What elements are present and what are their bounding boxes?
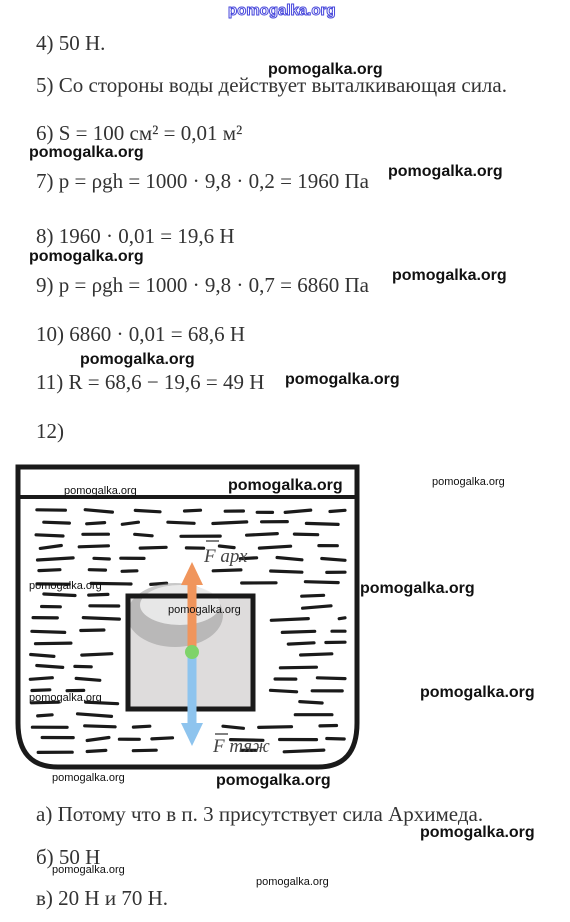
watermark-top[interactable]: pomogalka.org (228, 2, 336, 19)
water-dash (306, 523, 338, 524)
water-dash (288, 643, 314, 644)
water-dash (133, 750, 156, 751)
watermark[interactable]: pomogalka.org (420, 824, 535, 841)
solution-line-9: 9) p = ρgh = 1000 · 9,8 · 0,7 = 6860 Па (36, 273, 369, 297)
solution-line-10: 10) 6860 · 0,01 = 68,6 Н (36, 322, 245, 346)
water-dash (317, 678, 345, 679)
watermark[interactable]: pomogalka.org (216, 772, 331, 789)
water-dash (330, 510, 345, 511)
water-dash (31, 655, 54, 657)
water-dash (38, 715, 52, 716)
watermark[interactable]: pomogalka.org (52, 864, 125, 876)
water-dash (301, 654, 332, 655)
water-dash (135, 534, 152, 536)
water-dash (339, 618, 345, 619)
water-dash (259, 546, 290, 548)
water-dash (32, 690, 50, 691)
water-dash (213, 570, 241, 571)
water-dash (37, 666, 63, 668)
watermark[interactable]: pomogalka.org (29, 580, 102, 592)
answer-b: б) 50 Н (36, 845, 101, 869)
water-dash (140, 547, 166, 548)
water-dash (168, 522, 194, 523)
water-dash (87, 750, 106, 751)
water-dash (133, 726, 149, 727)
solution-line-12: 12) (36, 419, 64, 443)
solution-line-11: 11) R = 68,6 − 19,6 = 49 Н (36, 370, 265, 394)
water-dash (87, 523, 105, 524)
water-dash (89, 594, 108, 595)
answer-a: а) Потому что в п. 3 присутствует сила Архимеда. (36, 802, 484, 826)
water-dash (247, 534, 278, 536)
answer-c: в) 20 Н и 70 Н. (36, 886, 168, 910)
watermark[interactable]: pomogalka.org (52, 772, 125, 784)
water-dash (305, 582, 338, 583)
watermark[interactable]: pomogalka.org (29, 248, 144, 265)
water-dash (284, 750, 324, 752)
vessel-diagram (0, 455, 570, 795)
water-dash (282, 631, 314, 632)
water-dash (82, 654, 112, 655)
solution-line-8: 8) 1960 · 0,01 = 19,6 Н (36, 224, 235, 248)
solution-line-7: 7) p = ρgh = 1000 · 9,8 · 0,2 = 1960 Па (36, 169, 369, 193)
watermark[interactable]: pomogalka.org (268, 61, 383, 78)
water-dash (302, 595, 324, 596)
water-dash (32, 631, 65, 632)
watermark[interactable]: pomogalka.org (256, 876, 329, 888)
water-dash (122, 522, 138, 524)
water-dash (271, 571, 302, 572)
water-dash (38, 558, 74, 560)
water-dash (271, 619, 308, 621)
water-dash (280, 667, 316, 668)
water-dash (94, 558, 109, 559)
water-dash (85, 726, 115, 727)
water-dash (83, 618, 119, 620)
water-dash (223, 726, 243, 728)
water-dash (271, 690, 297, 692)
water-dash (39, 570, 60, 571)
water-dash (122, 571, 137, 572)
water-dash (36, 643, 71, 644)
watermark[interactable]: pomogalka.org (29, 144, 144, 161)
gravity-force-label: F тяж (213, 736, 270, 757)
watermark[interactable]: pomogalka.org (80, 351, 195, 368)
water-dash (135, 510, 160, 511)
watermark[interactable]: pomogalka.org (228, 477, 343, 494)
watermark[interactable]: pomogalka.org (64, 485, 137, 497)
solution-line-6: 6) S = 100 см² = 0,01 м² (36, 121, 243, 145)
water-dash (300, 702, 322, 703)
water-dash (44, 522, 70, 523)
water-dash (30, 678, 52, 680)
water-dash (76, 678, 100, 680)
water-dash (259, 727, 292, 728)
water-dash (152, 738, 173, 739)
archimedes-force-label: F арх (204, 546, 248, 567)
watermark[interactable]: pomogalka.org (168, 604, 241, 616)
solution-line-4: 4) 50 Н. (36, 31, 106, 55)
solution-line-5: 5) Со стороны воды действует выталкивающая сила. (36, 73, 507, 97)
water-dash (322, 559, 345, 561)
water-dash (185, 510, 201, 511)
watermark[interactable]: pomogalka.org (285, 371, 400, 388)
watermark[interactable]: pomogalka.org (360, 580, 475, 597)
watermark[interactable]: pomogalka.org (29, 692, 102, 704)
water-dash (44, 594, 75, 596)
watermark[interactable]: pomogalka.org (420, 684, 535, 701)
water-dash (81, 630, 104, 631)
watermark[interactable]: pomogalka.org (392, 267, 507, 284)
watermark[interactable]: pomogalka.org (432, 476, 505, 488)
water-dash (294, 534, 317, 535)
center-of-mass-point (185, 645, 199, 659)
watermark[interactable]: pomogalka.org (388, 163, 503, 180)
water-dash (327, 739, 344, 740)
water-dash (36, 535, 63, 536)
water-dash (213, 522, 247, 524)
water-dash (79, 546, 108, 547)
